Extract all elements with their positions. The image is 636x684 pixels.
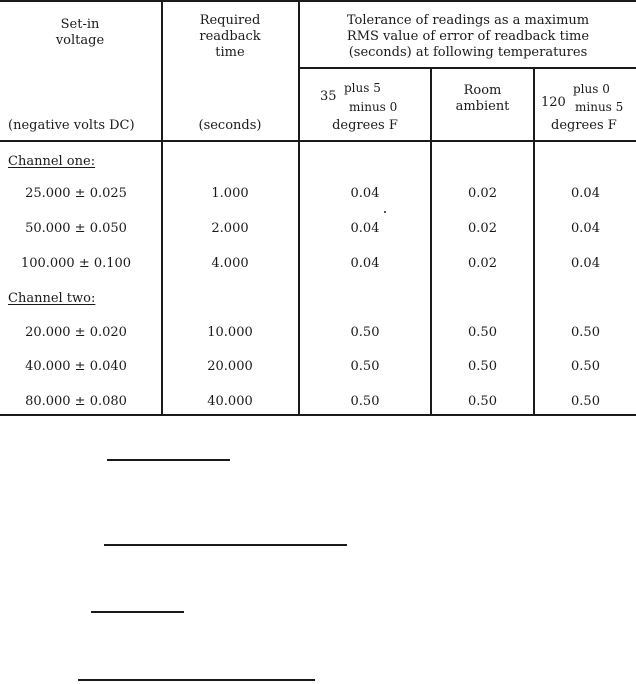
readback-time-header: Required readback time xyxy=(199,13,261,60)
temp3-value: 120 xyxy=(541,95,566,110)
tol-35-cell: 0.04 xyxy=(350,221,380,236)
tol-room-cell: 0.02 xyxy=(468,221,497,236)
tol-120-cell: 0.04 xyxy=(571,256,600,271)
tol-room-cell: 0.50 xyxy=(468,394,497,409)
time-cell: 40.000 xyxy=(207,394,253,409)
time-cell: 4.000 xyxy=(211,256,249,271)
tol-120-cell: 0.04 xyxy=(571,186,600,201)
time-cell: 20.000 xyxy=(207,359,253,374)
tolerance-subheader-border xyxy=(299,67,636,69)
header-bottom-border xyxy=(0,140,636,142)
tol-120-cell: 0.50 xyxy=(571,359,600,374)
tol-room-cell: 0.02 xyxy=(468,256,497,271)
table-top-border xyxy=(0,0,636,2)
time-cell: 10.000 xyxy=(207,325,253,340)
tol-35-cell: 0.50 xyxy=(350,325,380,340)
voltage-cell: 20.000 ± 0.020 xyxy=(25,325,127,340)
tol-120-cell: 0.04 xyxy=(571,221,600,236)
tol-35-cell: 0.04 xyxy=(350,256,380,271)
temp1-minus: minus 0 xyxy=(349,100,398,114)
time-cell: 1.000 xyxy=(211,186,249,201)
tolerance-header: Tolerance of readings as a maximum RMS value of error of readback time (seconds) at following temperatures xyxy=(346,13,590,60)
temp1-plus: plus 5 xyxy=(344,81,381,95)
tol-35-cell: 0.50 xyxy=(350,394,380,409)
blank-line-1 xyxy=(107,459,230,461)
time-cell: 2.000 xyxy=(211,221,249,236)
set-in-voltage-unit: (negative volts DC) xyxy=(8,118,135,133)
col-divider-1 xyxy=(161,0,163,416)
voltage-cell: 80.000 ± 0.080 xyxy=(25,394,127,409)
temp2-label: Room ambient xyxy=(455,83,510,114)
readback-time-unit: (seconds) xyxy=(198,118,262,133)
channel-one-title: Channel one: xyxy=(8,154,96,169)
tol-room-cell: 0.50 xyxy=(468,325,497,340)
tol-room-cell: 0.02 xyxy=(468,186,497,201)
temp1-value: 35 xyxy=(320,89,337,104)
voltage-cell: 40.000 ± 0.040 xyxy=(25,359,127,374)
table-bottom-border xyxy=(0,414,636,416)
temp3-plus: plus 0 xyxy=(573,82,610,96)
temp3-unit: degrees F xyxy=(551,118,617,133)
tol-room-cell: 0.50 xyxy=(468,359,497,374)
temp3-minus: minus 5 xyxy=(575,100,624,114)
blank-line-2 xyxy=(104,544,347,546)
blank-line-3 xyxy=(91,611,184,613)
blank-line-4 xyxy=(78,679,315,681)
temp1-unit: degrees F xyxy=(332,118,398,133)
tol-120-cell: 0.50 xyxy=(571,325,600,340)
stray-dot xyxy=(384,211,386,213)
set-in-voltage-header: Set-in voltage xyxy=(55,17,105,48)
tol-35-cell: 0.04 xyxy=(350,186,380,201)
voltage-cell: 50.000 ± 0.050 xyxy=(25,221,127,236)
tol-35-cell: 0.50 xyxy=(350,359,380,374)
channel-two-title: Channel two: xyxy=(8,291,96,306)
tol-120-cell: 0.50 xyxy=(571,394,600,409)
voltage-cell: 100.000 ± 0.100 xyxy=(20,256,132,271)
col-divider-2 xyxy=(298,0,300,416)
voltage-cell: 25.000 ± 0.025 xyxy=(25,186,127,201)
